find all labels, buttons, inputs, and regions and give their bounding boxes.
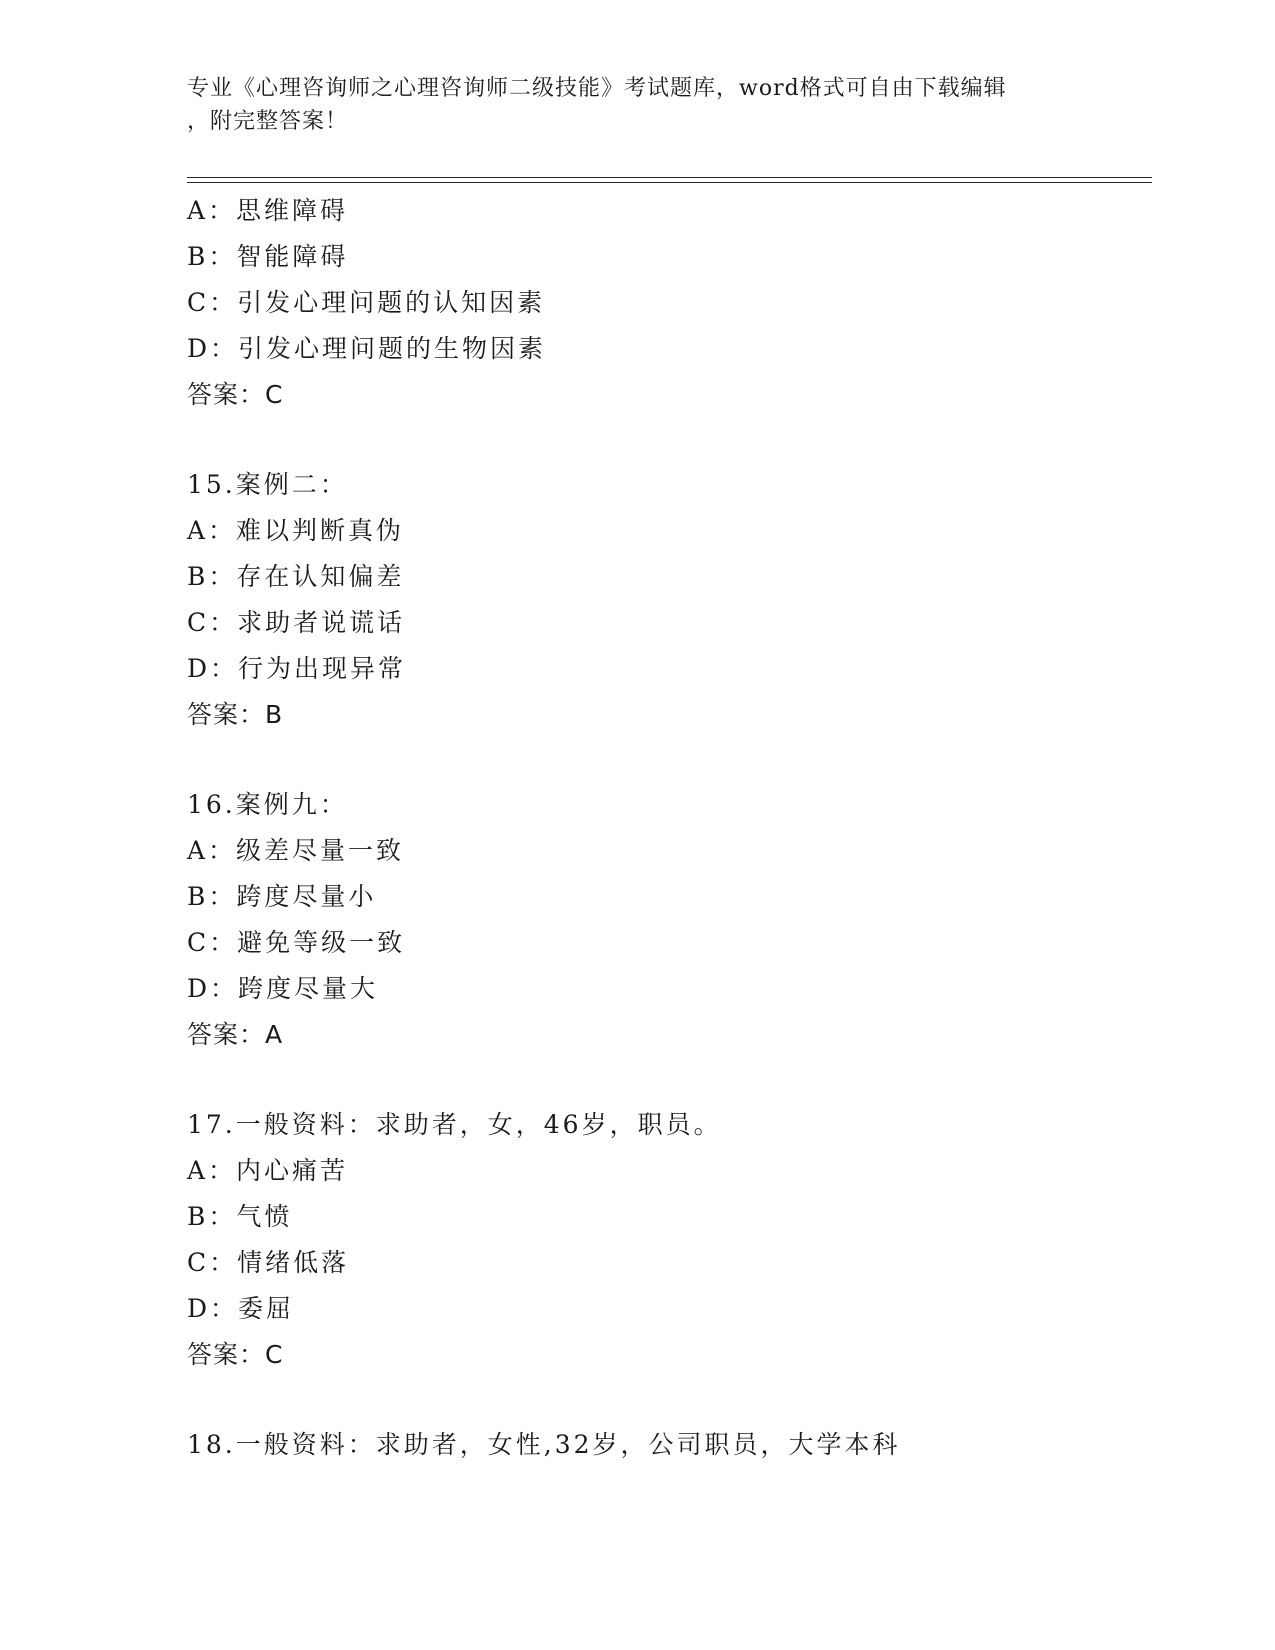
answer-line: 答案：C — [187, 380, 284, 409]
option-a: A：内心痛苦 — [187, 1156, 349, 1185]
header-divider-bottom — [187, 182, 1152, 183]
option-b: B：跨度尽量小 — [187, 882, 377, 911]
answer-line: 答案：A — [187, 1020, 284, 1049]
header-divider-top — [187, 177, 1152, 178]
answer-line: 答案：B — [187, 700, 284, 729]
option-b: B：气愤 — [187, 1202, 293, 1231]
question-title: 15.案例二： — [187, 470, 348, 499]
option-b: B：智能障碍 — [187, 242, 349, 271]
option-c: C：引发心理问题的认知因素 — [187, 288, 546, 317]
option-b: B：存在认知偏差 — [187, 562, 405, 591]
option-a: A：级差尽量一致 — [187, 836, 405, 865]
question-15 — [187, 462, 1147, 738]
question-title: 16.案例九： — [187, 790, 348, 819]
question-14-fragment — [187, 188, 1147, 418]
option-d: D：引发心理问题的生物因素 — [187, 334, 547, 363]
question-list — [187, 188, 1147, 1468]
option-c: C：情绪低落 — [187, 1248, 350, 1277]
answer-line: 答案：C — [187, 1340, 284, 1369]
option-a: A：思维障碍 — [187, 196, 349, 225]
document-header — [187, 72, 1087, 138]
question-title: 18.一般资料：求助者，女性,32岁，公司职员，大学本科 — [187, 1430, 901, 1459]
question-17 — [187, 1102, 1147, 1378]
option-d: D：跨度尽量大 — [187, 974, 379, 1003]
option-d: D：委屈 — [187, 1294, 295, 1323]
option-c: C：避免等级一致 — [187, 928, 406, 957]
question-16 — [187, 782, 1147, 1058]
question-title: 17.一般资料：求助者，女，46岁，职员。 — [187, 1110, 722, 1139]
question-18 — [187, 1422, 1147, 1468]
option-a: A：难以判断真伪 — [187, 516, 405, 545]
option-d: D：行为出现异常 — [187, 654, 407, 683]
option-c: C：求助者说谎话 — [187, 608, 406, 637]
header-line-2: ，附完整答案！ — [187, 109, 349, 134]
header-line-1: 专业《心理咨询师之心理咨询师二级技能》考试题库，word格式可自由下载编辑 — [187, 76, 1007, 101]
